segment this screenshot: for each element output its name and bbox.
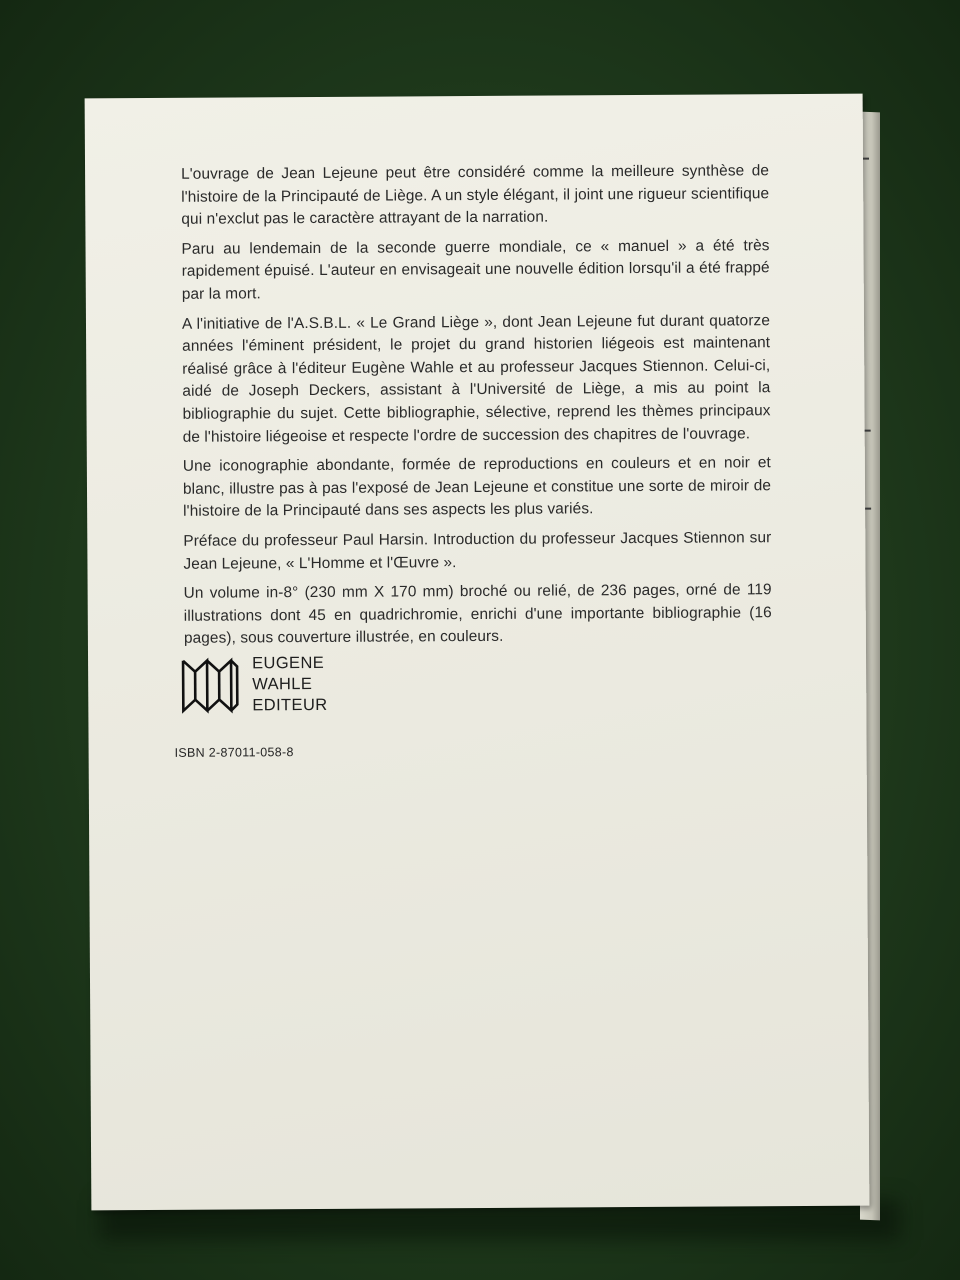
book-back-cover <box>85 94 870 1211</box>
publisher-block <box>180 653 328 717</box>
blurb-paragraph-5: Préface du professeur Paul Harsin. Introduction du professeur Jacques Stiennon sur Jean Lejeune, « L'Homme et l'Œuvre ». <box>183 529 772 573</box>
blurb-paragraph-6: Un volume in-8° (230 mm X 170 mm) broché ou relié, de 236 pages, orné de 119 illustrations dont 45 en quadrichromie, enrichi d'une importante bibliographie (16 pages), sous couverture illustrée, en couleurs. <box>183 581 772 648</box>
cover-edge-mark <box>863 158 869 160</box>
blurb-paragraph-3: A l'initiative de l'A.S.B.L. « Le Grand Liège », dont Jean Lejeune fut durant quatorze années l'éminent président, le projet du grand historien liégeois est maintenant réalisé grâce à l'éditeur Eugène Wahle et au professeur Jacques Stiennon. Celui-ci, aidé de Joseph Deckers, assistant à l'Université de Liège, a mis au point la bibliographie du sujet. Cette bibliographie, sélective, reprend les thèmes principaux de l'histoire liégeoise et respecte l'ordre de succession des chapitres de l'ouvrage. <box>181 311 771 446</box>
cover-edge-mark <box>865 430 871 432</box>
isbn-number: ISBN 2-87011-058-8 <box>174 745 294 760</box>
publisher-name <box>252 653 328 716</box>
eugene-wahle-logo-icon <box>180 656 240 714</box>
publisher-name-line-3: EDITEUR <box>252 695 328 715</box>
blurb-paragraph-1: L'ouvrage de Jean Lejeune peut être considéré comme la meilleure synthèse de l'histoire de la Principauté de Liège. A un style élégant, il joint une rigueur scientifique qui n'exclut pas le caractère attrayant de la narration. <box>181 162 770 228</box>
blurb-text <box>181 160 772 657</box>
blurb-paragraph-4: Une iconographie abondante, formée de reproductions en couleurs et en noir et blanc, illustre pas à pas l'exposé de Jean Lejeune et constitue une sorte de miroir de l'histoire de la Principauté dans ses aspects les plus variés. <box>182 454 772 521</box>
publisher-name-line-1: EUGENE <box>252 653 325 673</box>
blurb-paragraph-2: Paru au lendemain de la seconde guerre mondiale, ce « manuel » a été très rapidement épuisé. L'auteur en envisageait une nouvelle édition lorsqu'il a été frappé par la mort. <box>181 236 770 303</box>
publisher-name-line-2: WAHLE <box>252 675 313 694</box>
cover-edge-mark <box>865 508 871 510</box>
